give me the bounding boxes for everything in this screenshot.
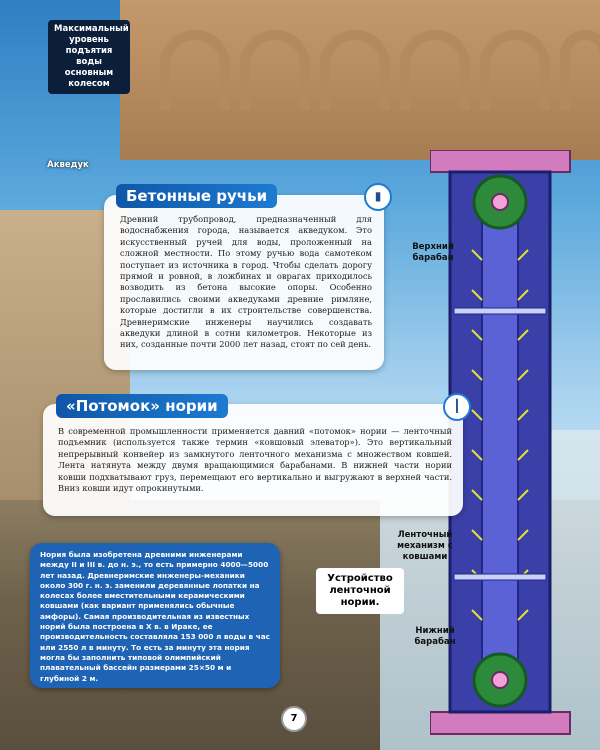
diagram-caption: Устройство ленточной нории. xyxy=(316,568,404,614)
aqueduct-photo xyxy=(120,0,600,160)
label-aqueduct: Акведук xyxy=(47,160,89,170)
arch xyxy=(560,30,600,110)
housing-joint xyxy=(454,574,546,580)
page-number: 7 xyxy=(281,706,307,732)
text-concrete-streams: Древний трубопровод, предназначенный для водоснабжения города, называется акведуком. Это искусственный ручей для воды, проложенный на сложной местности. По этому ручью вода самотеком поступает из источника в город. Чтобы сделать дорогу прямой и ровной, в ложбинах и оврагах приходилось возводить из бетона высокие опоры. Особенно прославились своими акведуками древние римляне, которые достигли в их строительстве совершенства. Древнеримские инженеры научились создавать акведуки длиной в сотни километров. Некоторые из них, созданные почти 2000 лет назад, стоят по сей день. xyxy=(120,214,372,350)
text-noria-descendant: В современной промышленности применяется давний «потомок» нории — ленточный подъемник (используется также термин «ковшовый элеватор»). Это вертикальный непрерывный конвейер из замкнутого ленточного механизма с множеством ковшей. Лента натянута между двумя вращающимися барабанами. В нижней части нории ковши подхватывают груз, перемещают его вертикально и выгружают в верхней части. Вниз ковши идут опрокинутыми. xyxy=(58,426,452,494)
arch xyxy=(240,30,310,110)
fact-box xyxy=(30,543,280,688)
fact-box-text: Нория была изобретена древними инженерами между II и III в. до н. э., то есть примерно 4000—5000 лет назад. Древнеримские инженеры-механики около 300 г. н. э. заменили деревянные лопатки на колесах более вместительными керамическими ковшами (как вариант применялись обычные амфоры). Самая производительная из известных норий была построена в X в. в Ираке, ее производительность составляла 153 000 л воды в час или 2550 л в минуту. То есть за минуту эта нория могла бы заполнить типовой олимпийский плавательный бассейн размерами 25×50 м и глубиной 2 м. xyxy=(40,550,270,683)
label-bottom-drum: Нижний барабан xyxy=(414,626,456,647)
arch xyxy=(400,30,470,110)
arch xyxy=(160,30,230,110)
label-top-drum: Верхний барабан xyxy=(412,242,454,263)
belt xyxy=(482,190,518,690)
label-max-water-level: Максимальный уровень подъятия воды основным колесом xyxy=(48,20,130,94)
bottom-cap xyxy=(430,712,570,734)
arch xyxy=(320,30,390,110)
top-drum-axle xyxy=(492,194,508,210)
top-cap xyxy=(430,150,570,172)
book-icon: ▮ xyxy=(364,183,392,211)
bottom-drum-axle xyxy=(492,672,508,688)
housing-joint xyxy=(454,308,546,314)
arch xyxy=(480,30,550,110)
pipe-icon: ┃ xyxy=(443,393,471,421)
label-belt-mechanism: Ленточный механизм с ковшами xyxy=(397,530,453,562)
heading-noria-descendant: «Потомок» нории xyxy=(56,394,228,418)
heading-concrete-streams: Бетонные ручьи xyxy=(116,184,277,208)
